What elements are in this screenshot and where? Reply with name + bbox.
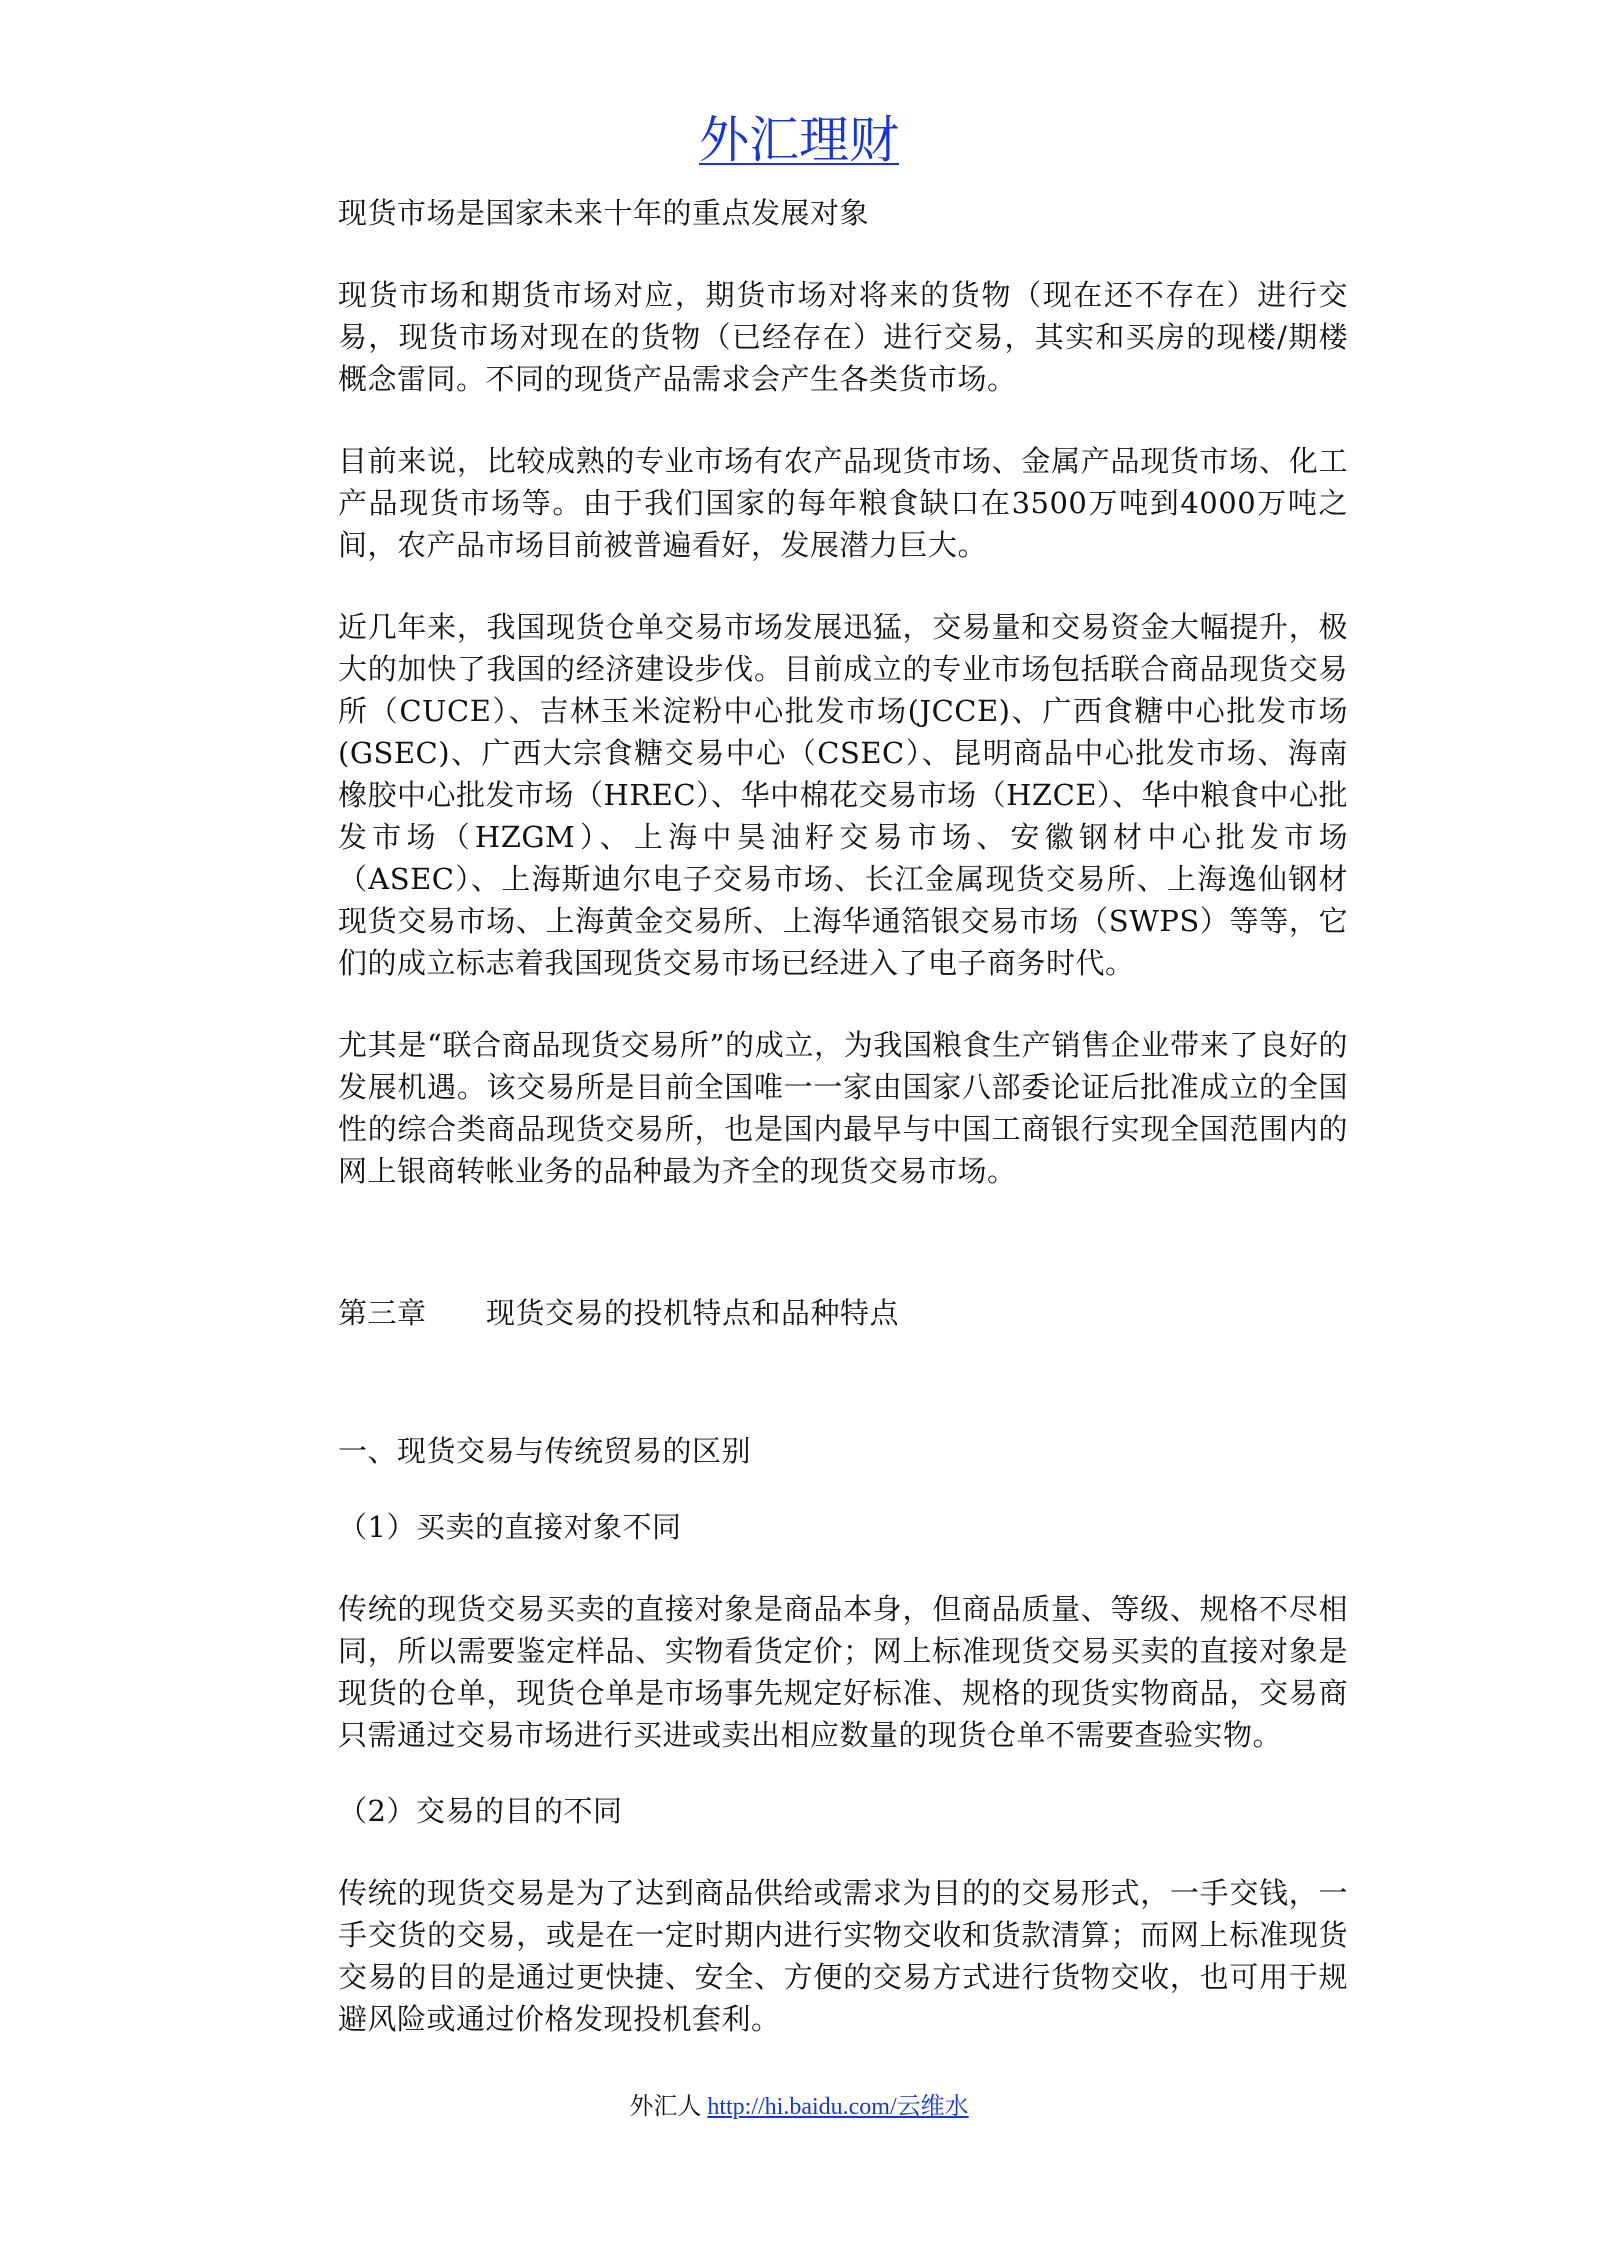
title-link[interactable]: 外汇理财 xyxy=(699,111,899,169)
chapter-heading xyxy=(338,1292,1348,1334)
subsection-heading-2: （2）交易的目的不同 xyxy=(338,1794,623,1828)
chapter-title: 现货交易的投机特点和品种特点 xyxy=(486,1296,900,1330)
paragraph: 现货市场和期货市场对应，期货市场对将来的货物（现在还不存在）进行交易，现货市场对现在的货物（已经存在）进行交易，其实和买房的现楼/期楼概念雷同。不同的现货产品需求会产生各类货市场。 xyxy=(338,278,1348,396)
section-heading-spot-market: 现货市场是国家未来十年的重点发展对象 xyxy=(338,196,870,230)
paragraph: 目前来说，比较成熟的专业市场有农产品现货市场、金属产品现货市场、化工产品现货市场等。由于我们国家的每年粮食缺口在3500万吨到4000万吨之间，农产品市场目前被普遍看好，发展潜力巨大。 xyxy=(338,444,1348,562)
paragraph: 传统的现货交易买卖的直接对象是商品本身，但商品质量、等级、规格不尽相同，所以需要鉴定样品、实物看货定价；网上标准现货交易买卖的直接对象是现货的仓单，现货仓单是市场事先规定好标准、规格的现货实物商品，交易商只需通过交易市场进行买进或卖出相应数量的现货仓单不需要查验实物。 xyxy=(338,1592,1348,1752)
subsection-heading-1: （1）买卖的直接对象不同 xyxy=(338,1510,682,1544)
paragraph: 尤其是“联合商品现货交易所”的成立，为我国粮食生产销售企业带来了良好的发展机遇。该交易所是目前全国唯一一家由国家八部委论证后批准成立的全国性的综合类商品现货交易所，也是国内最早与中国工商银行实现全国范围内的网上银商转帐业务的品种最为齐全的现货交易市场。 xyxy=(338,1028,1348,1188)
chapter-label: 第三章 xyxy=(338,1296,427,1330)
document-body xyxy=(338,192,1348,2040)
paragraph: 近几年来，我国现货仓单交易市场发展迅猛，交易量和交易资金大幅提升，极大的加快了我国的经济建设步伐。目前成立的专业市场包括联合商品现货交易所（CUCE）、吉林玉米淀粉中心批发市场(JCCE)、广西食糖中心批发市场(GSEC)、广西大宗食糖交易中心（CSEC）、昆明商品中心批发市场、海南橡胶中心批发市场（HREC）、华中棉花交易市场（HZCE）、华中粮食中心批发市场（HZGM）、上海中昊油籽交易市场、安徽钢材中心批发市场（ASEC）、上海斯迪尔电子交易市场、长江金属现货交易所、上海逸仙钢材现货交易市场、上海黄金交易所、上海华通箔银交易市场（SWPS）等等，它们的成立标志着我国现货交易市场已经进入了电子商务时代。 xyxy=(338,610,1348,980)
footer-link[interactable]: http://hi.baidu.com/云维水 xyxy=(707,2094,969,2120)
section-heading: 一、现货交易与传统贸易的区别 xyxy=(338,1434,752,1468)
paragraph: 传统的现货交易是为了达到商品供给或需求为目的的交易形式，一手交钱，一手交货的交易，或是在一定时期内进行实物交收和货款清算；而网上标准现货交易的目的是通过更快捷、安全、方便的交易方式进行货物交收，也可用于规避风险或通过价格发现投机套利。 xyxy=(338,1876,1348,2036)
footer-label: 外汇人 xyxy=(629,2094,702,2120)
page-footer xyxy=(0,2092,1598,2122)
document-title xyxy=(0,108,1598,172)
